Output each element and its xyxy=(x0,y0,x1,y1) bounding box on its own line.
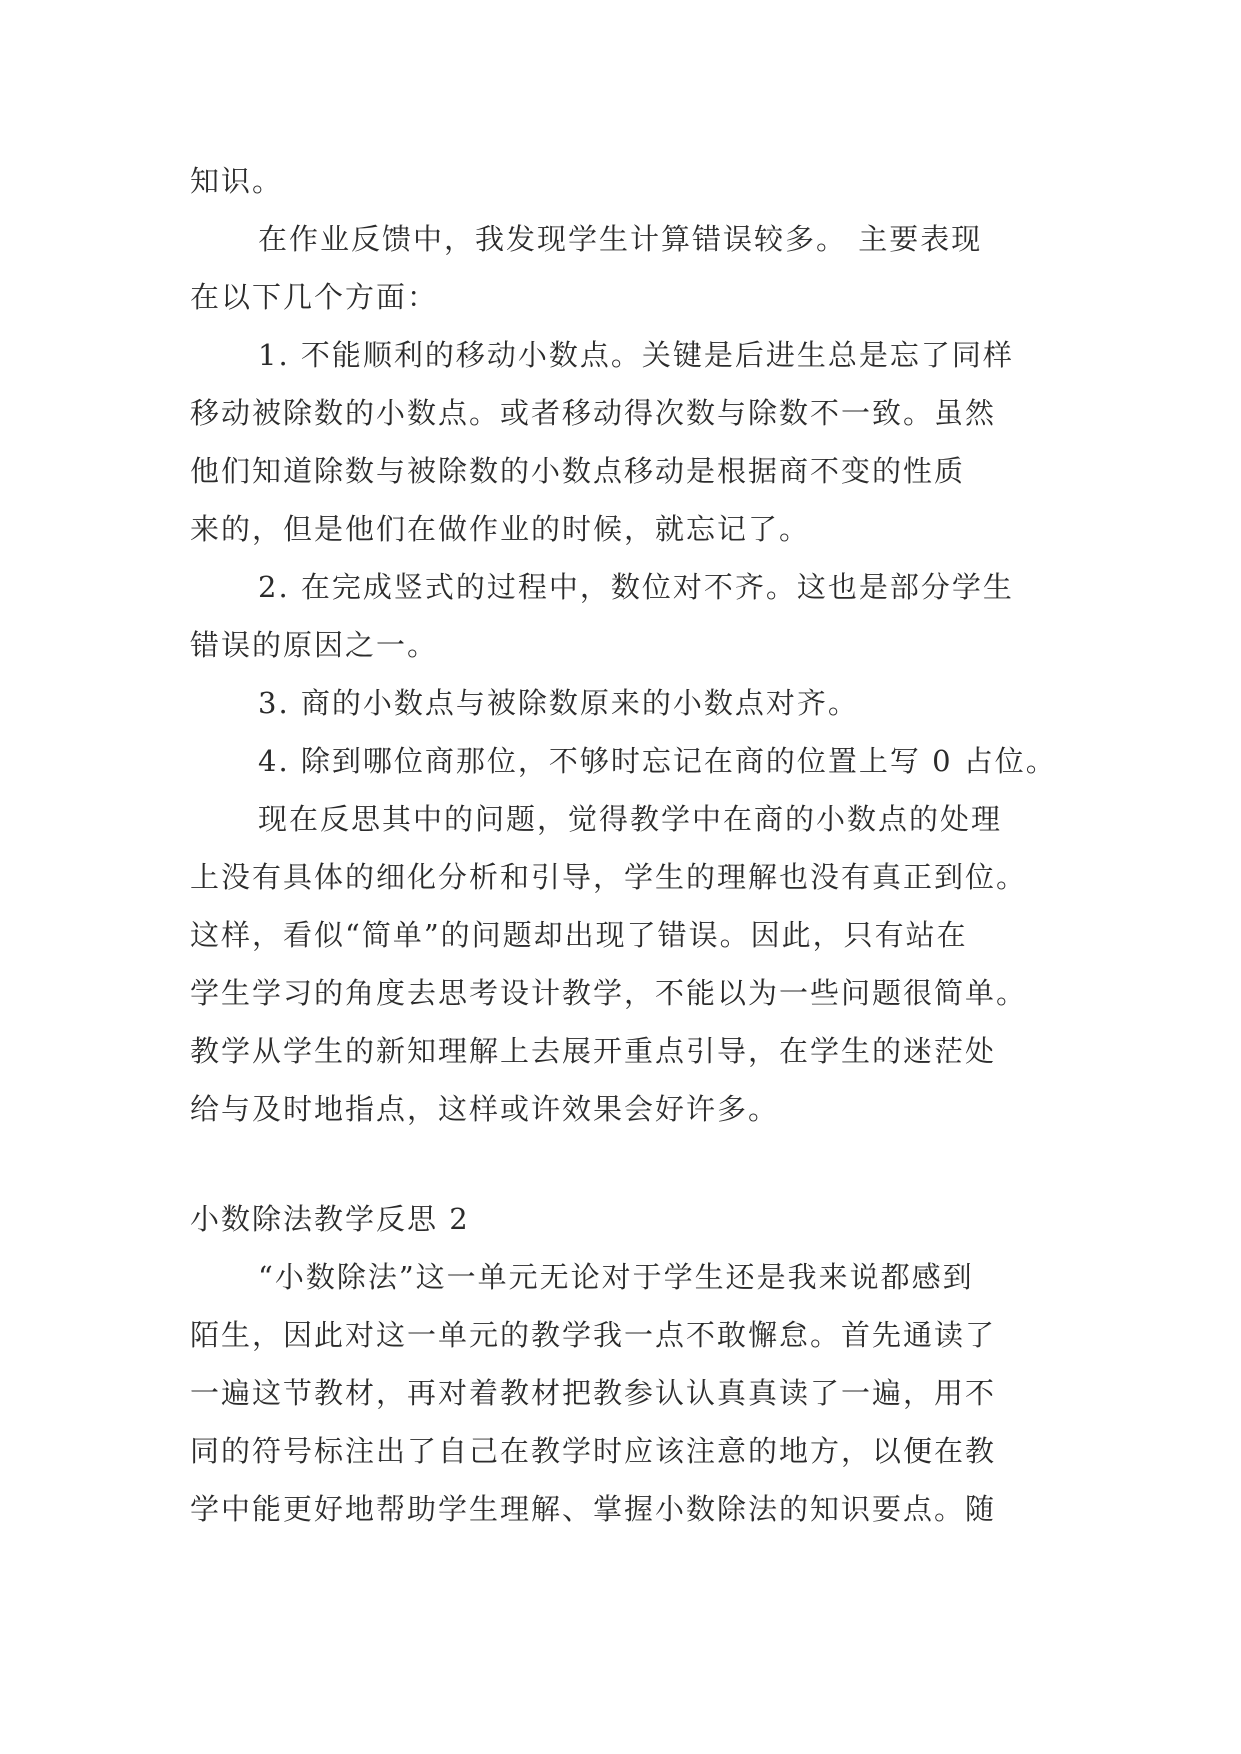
paragraph-line: “小数除法”这一单元无论对于学生还是我来说都感到 xyxy=(258,1260,974,1294)
list-item-line: 来的，但是他们在做作业的时候，就忘记了。 xyxy=(190,512,811,546)
list-item-line: 移动被除数的小数点。或者移动得次数与除数不一致。虽然 xyxy=(190,396,997,430)
list-item-line: 错误的原因之一。 xyxy=(190,628,439,662)
paragraph-line: 在作业反馈中，我发现学生计算错误较多。 主要表现 xyxy=(258,222,983,256)
paragraph-line: 学中能更好地帮助学生理解、掌握小数除法的知识要点。随 xyxy=(190,1492,997,1526)
section-heading: 小数除法教学反思 2 xyxy=(190,1202,470,1236)
paragraph-line: 在以下几个方面： xyxy=(190,280,439,314)
paragraph-line: 给与及时地指点，这样或许效果会好许多。 xyxy=(190,1092,780,1126)
paragraph-line: 教学从学生的新知理解上去展开重点引导，在学生的迷茫处 xyxy=(190,1034,997,1068)
list-item-line: 3. 商的小数点与被除数原来的小数点对齐。 xyxy=(258,686,859,720)
document-body xyxy=(190,152,1055,1538)
list-item-line: 2. 在完成竖式的过程中，数位对不齐。这也是部分学生 xyxy=(258,570,1014,604)
paragraph-line: 现在反思其中的问题，觉得教学中在商的小数点的处理 xyxy=(258,802,1003,836)
section-gap xyxy=(190,1138,1055,1190)
paragraph-line: 上没有具体的细化分析和引导，学生的理解也没有真正到位。 xyxy=(190,860,1028,894)
list-item-line: 他们知道除数与被除数的小数点移动是根据商不变的性质 xyxy=(190,454,966,488)
paragraph-line: 一遍这节教材，再对着教材把教参认认真真读了一遍，用不 xyxy=(190,1376,997,1410)
list-item-line: 4. 除到哪位商那位，不够时忘记在商的位置上写 0 占位。 xyxy=(258,744,1057,778)
paragraph-line: 同的符号标注出了自己在教学时应该注意的地方，以便在教 xyxy=(190,1434,997,1468)
paragraph-line: 学生学习的角度去思考设计教学，不能以为一些问题很简单。 xyxy=(190,976,1028,1010)
paragraph-line: 陌生，因此对这一单元的教学我一点不敢懈怠。首先通读了 xyxy=(190,1318,997,1352)
list-item-line: 1. 不能顺利的移动小数点。关键是后进生总是忘了同样 xyxy=(258,338,1014,372)
paragraph-line: 这样，看似“简单”的问题却出现了错误。因此，只有站在 xyxy=(190,918,968,952)
paragraph-line: 知识。 xyxy=(190,164,284,198)
